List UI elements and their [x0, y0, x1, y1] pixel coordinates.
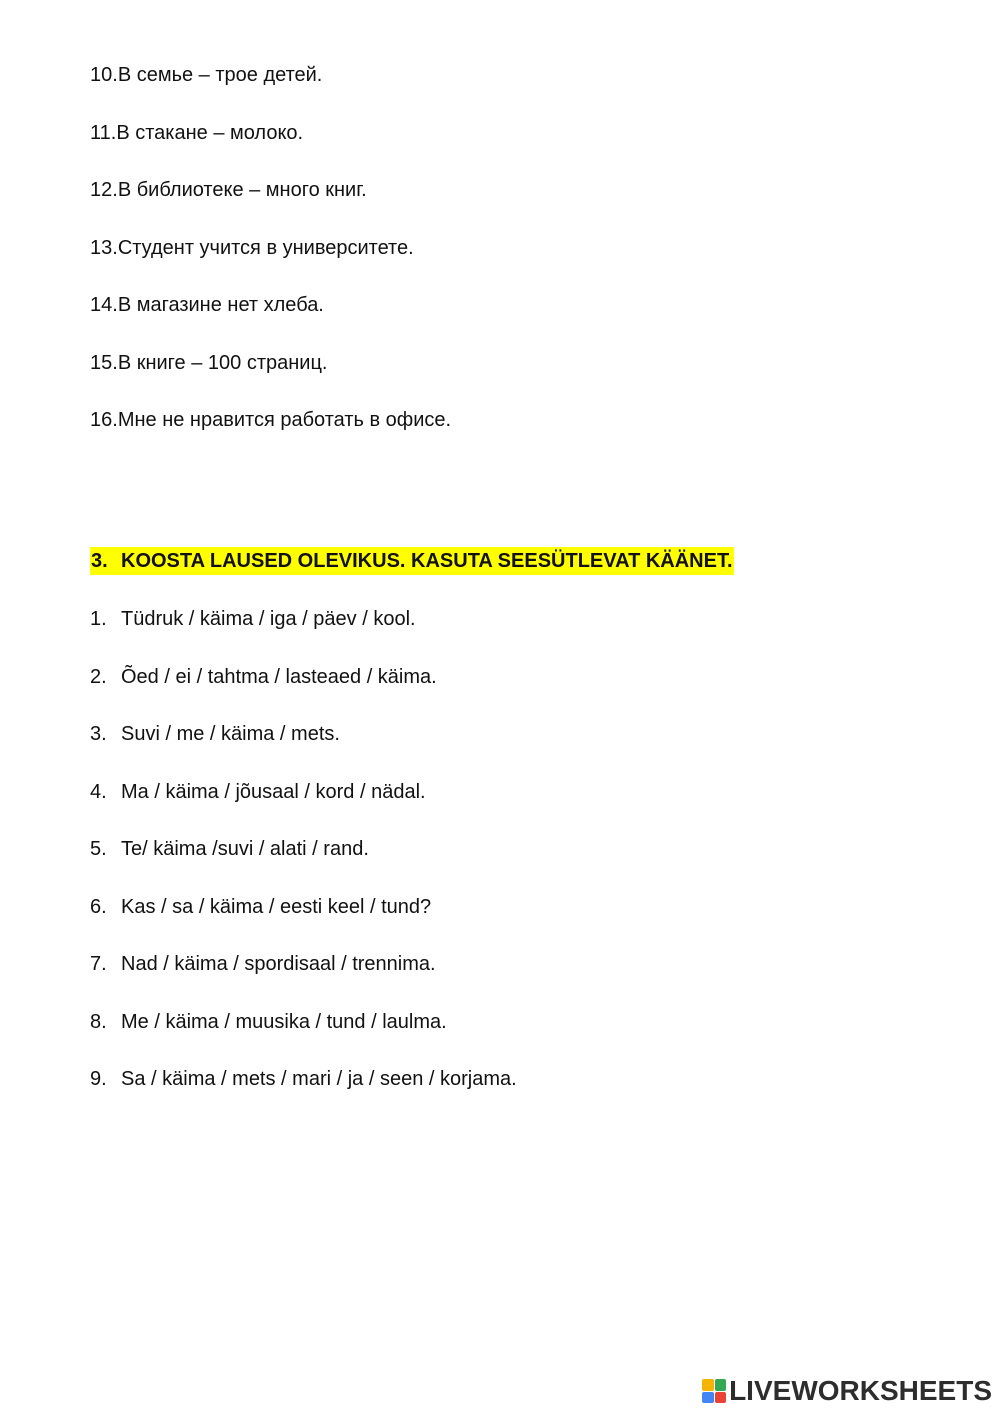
item-text: Kas / sa / käima / eesti keel / tund?: [121, 895, 432, 918]
logo-square: [715, 1392, 727, 1404]
list-item: [90, 836, 517, 894]
item-text: В магазине нет хлеба.: [117, 294, 324, 316]
item-text: Me / käima / muusika / tund / laulma.: [121, 1010, 447, 1033]
list-item: [90, 951, 517, 1009]
list-item: [90, 407, 451, 465]
item-text: Suvi / me / käima / mets.: [121, 723, 340, 745]
item-text: Мне не нравится работать в офисе.: [117, 409, 452, 431]
item-text: Студент учится в университете.: [117, 236, 414, 259]
item-number: 9.: [90, 1068, 107, 1090]
item-number: 8.: [90, 1010, 107, 1033]
section-heading: [90, 547, 734, 575]
list-item: [90, 1009, 517, 1067]
liveworksheets-logo: [702, 1375, 992, 1407]
item-text: Ma / käima / jõusaal / kord / nädal.: [121, 780, 426, 803]
list-item: [90, 721, 517, 779]
item-number: 2.: [90, 665, 107, 688]
item-text: В библиотеке – много книг.: [117, 179, 367, 201]
section-number: 3.: [91, 550, 108, 572]
item-number: 6.: [90, 895, 107, 918]
section-title: KOOSTA LAUSED OLEVIKUS. KASUTA SEESÜTLEVAT KÄÄNET.: [121, 550, 733, 572]
list-item: [90, 779, 517, 837]
list-item: [90, 664, 517, 722]
item-number: 14.: [90, 294, 118, 316]
list-item: [90, 235, 451, 293]
list-item: [90, 1066, 517, 1124]
item-number: 4.: [90, 780, 107, 803]
logo-square: [715, 1379, 727, 1391]
list-item: [90, 120, 451, 178]
list-item: [90, 606, 517, 664]
list-item: [90, 177, 451, 235]
item-text: В семье – трое детей.: [117, 64, 323, 86]
item-number: 13.: [90, 236, 118, 259]
item-text: Nad / käima / spordisaal / trennima.: [121, 953, 436, 975]
item-number: 15.: [90, 351, 118, 374]
item-number: 10.: [90, 64, 118, 86]
item-number: 5.: [90, 838, 107, 860]
logo-square: [702, 1392, 714, 1404]
item-number: 12.: [90, 179, 118, 201]
list-section3: [90, 606, 517, 1124]
logo-text: LIVEWORKSHEETS: [729, 1375, 992, 1406]
item-number: 7.: [90, 953, 107, 975]
item-number: 16.: [90, 409, 118, 431]
item-text: Te/ käima /suvi / alati / rand.: [121, 838, 369, 860]
item-number: 11.: [90, 121, 117, 144]
logo-square: [702, 1379, 714, 1391]
list-item: [90, 292, 451, 350]
item-text: В книге – 100 страниц.: [117, 351, 328, 374]
list-item: [90, 350, 451, 408]
item-text: Õed / ei / tahtma / lasteaed / käima.: [121, 665, 437, 688]
item-text: В стакане – молоко.: [116, 121, 304, 144]
list-item: [90, 894, 517, 952]
list-top: [90, 62, 451, 465]
list-item: [90, 62, 451, 120]
item-number: 1.: [90, 608, 107, 630]
item-text: Sa / käima / mets / mari / ja / seen / korjama.: [121, 1068, 517, 1090]
liveworksheets-logo-icon: [702, 1379, 726, 1403]
item-text: Tüdruk / käima / iga / päev / kool.: [121, 608, 416, 630]
item-number: 3.: [90, 723, 107, 745]
